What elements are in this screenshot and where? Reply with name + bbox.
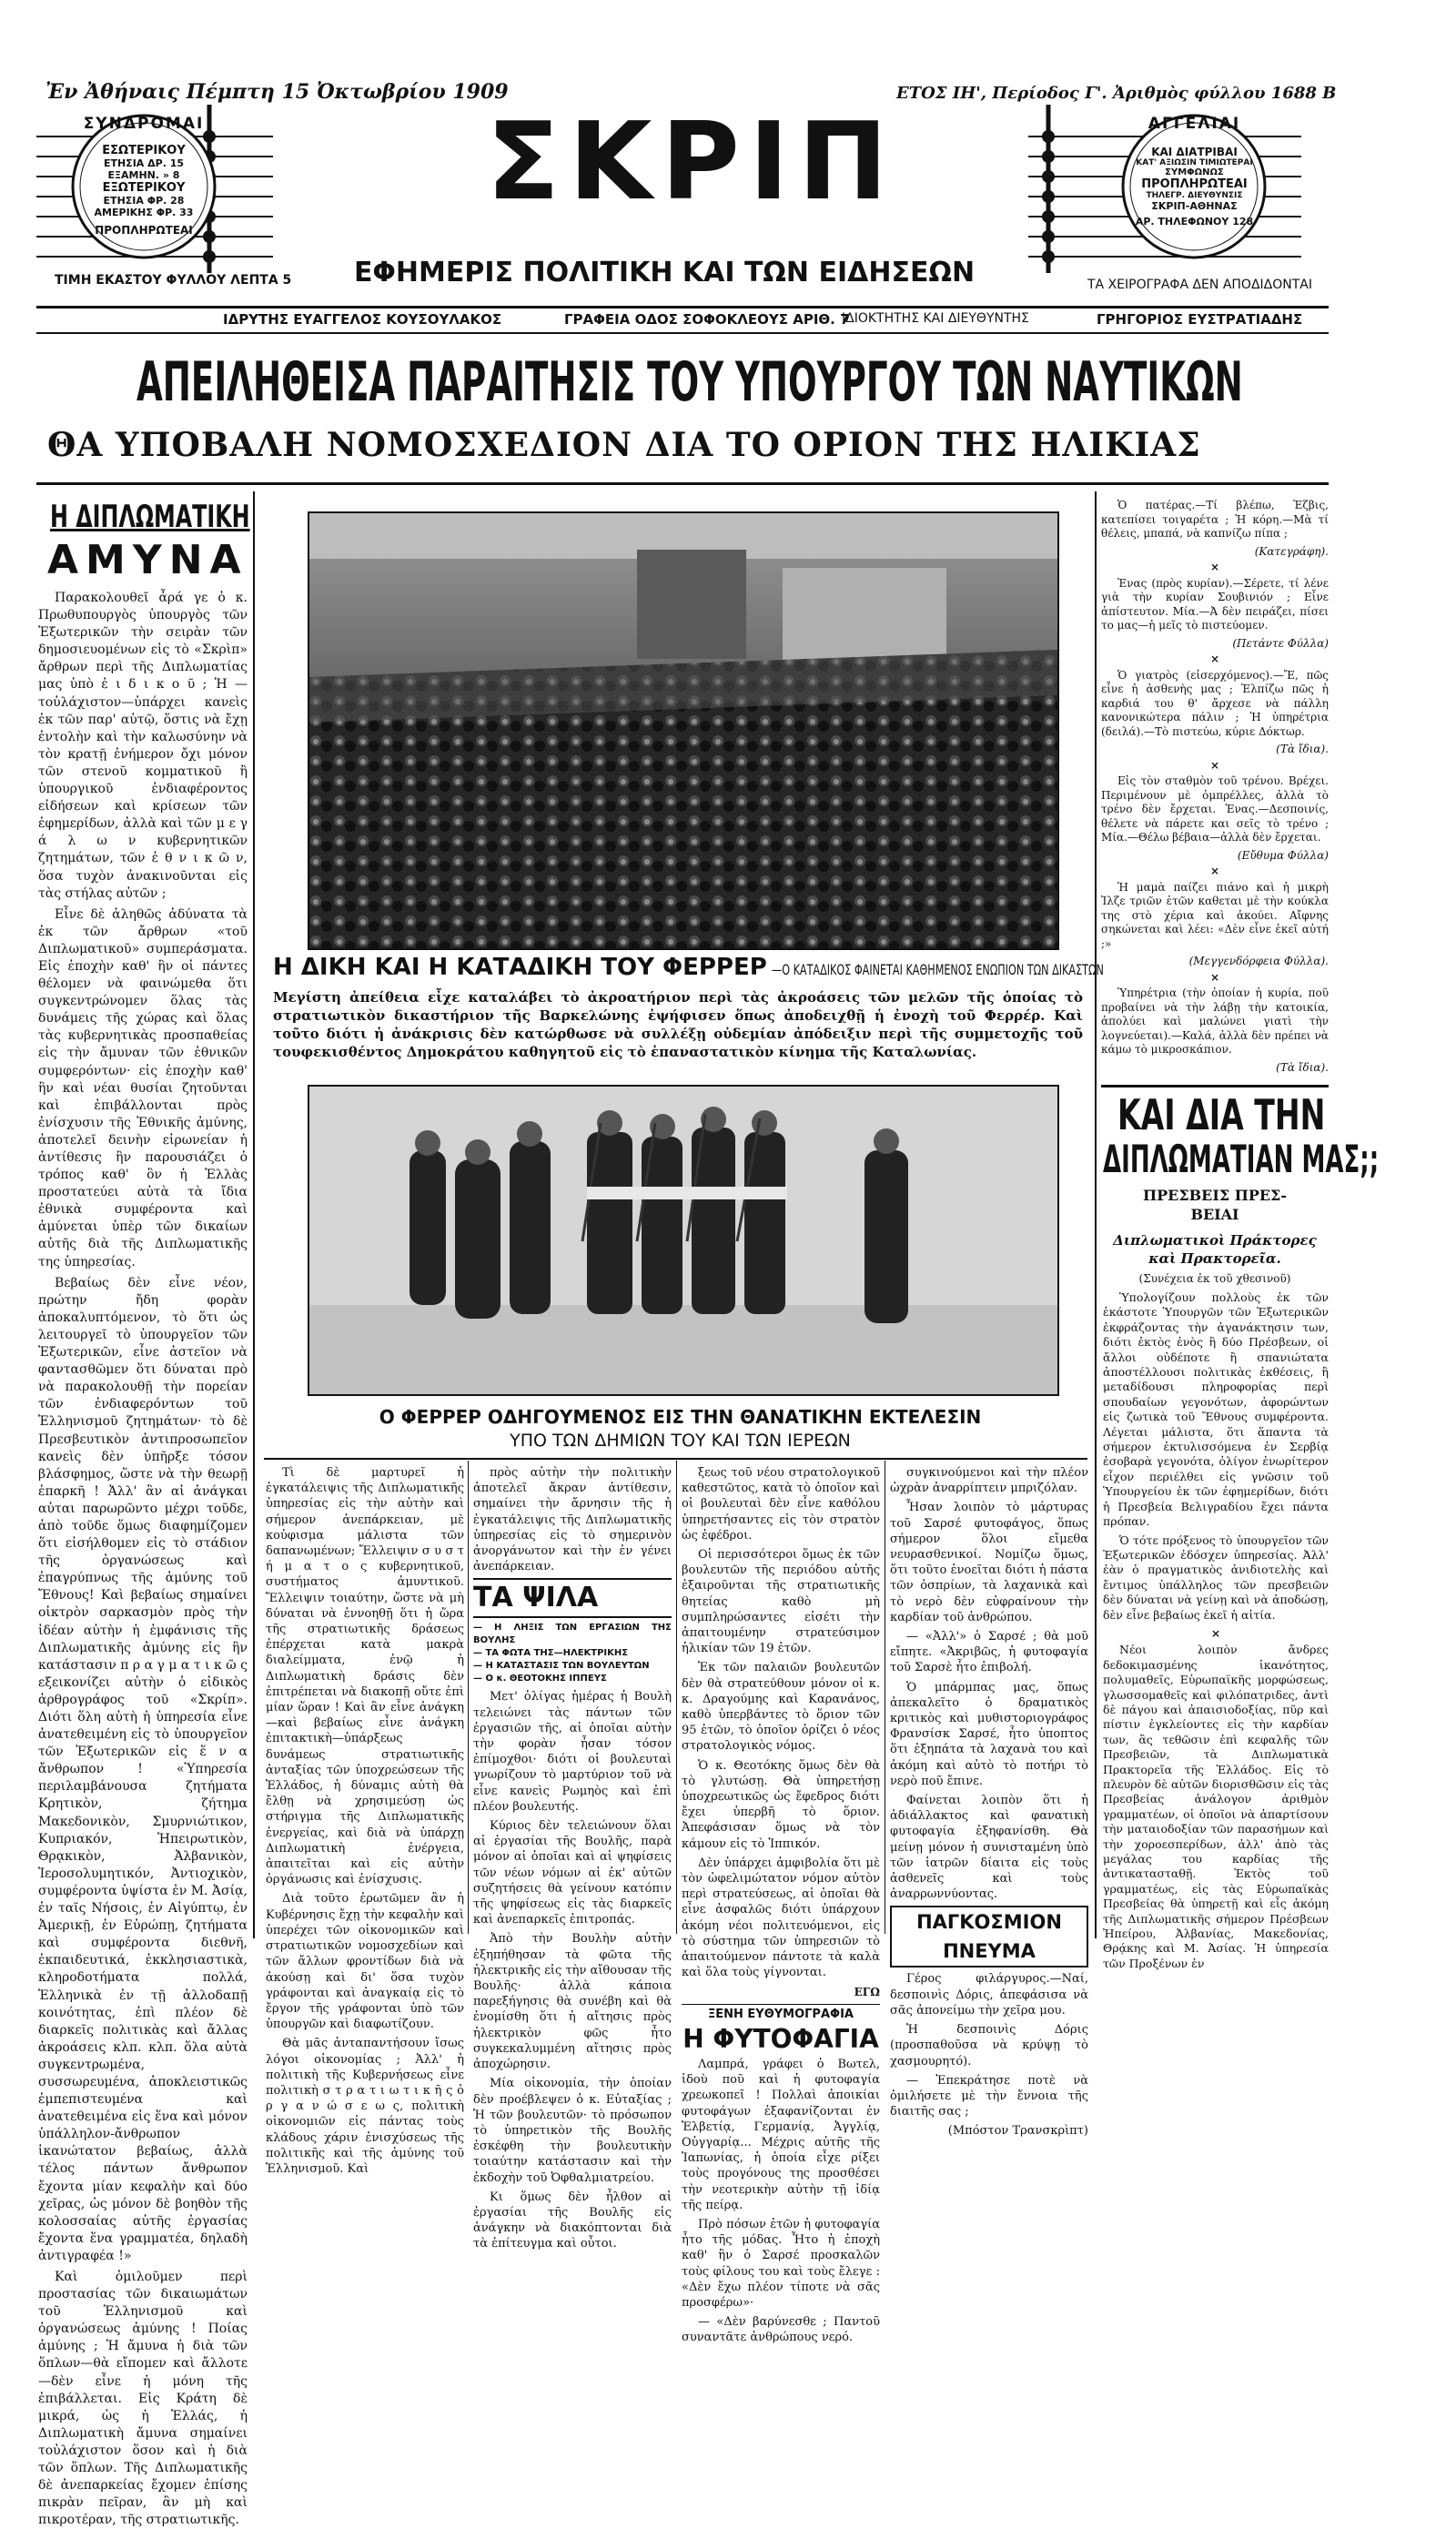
advertisement-line-5: ΤΗΛΕΓΡ. ΔΙΕΥΘΥΝΣΙΣ — [1146, 191, 1243, 200]
newspaper-title: ΣΚΡΙΠ — [486, 98, 897, 224]
joke-separator: × — [1209, 758, 1220, 772]
subscription-annual: ΕΤΗΣΙΑ ΔΡ. 15 — [103, 157, 185, 169]
left-article-paragraph: Παρακολουθεῖ ἆρά γε ὁ κ. Πρωθυπουργὸς ὑπουργὸς τῶν Ἐξωτερικῶν τὴν σειρὰν τῶν δημοσιευομένων εἰς τὸ «Σκρὶπ» ἄρθρων περὶ τῆς Διπλωματίας μας ὑπὸ ἐ ι δ ι κ ο ῦ ; Ἡ —τοὐλάχιστον—ὑπάρχει κανεὶς ἐκ τῶν παρ' αὐτῷ, ὅστις νὰ ἔχῃ ἐντολὴν καὶ τὴν καλωσύνην νὰ τὸν κρατῇ ἐνήμερον ὄχι μόνον τῶν στενοῦ κομματικοῦ ἢ ὑπουργικοῦ ἐνδιαφέροντος εἰδήσεων καὶ κρίσεων τῶν ἐφημερίδων, ἀλλὰ καὶ τῶν μ ε γ ά λ ω ν κυβερνητικῶν ζητημάτων, τῶν ἐ θ ν ι κ ῶ ν, ὅσα τυχὸν ἀνακινοῦνται εἰς τὰς στήλας αὐτῶν ; — [38, 591, 248, 901]
psila-item: — Η ΛΗΞΙΣ ΤΩΝ ΕΡΓΑΣΙΩΝ ΤΗΣ ΒΟΥΛΗΣ — [473, 1623, 672, 1646]
left-article-title-1: Η ΔΙΠΛΩΜΑΤΙΚΗ — [50, 499, 250, 535]
trial-caption-sub: —Ο ΚΑΤΑΔΙΚΟΣ ΦΑΙΝΕΤΑΙ ΚΑΘΗΜΕΝΟΣ ΕΝΩΠΙΟΝ ΤΩΝ ΔΙΚΑΣΤΩΝ — [771, 961, 1104, 978]
joke: Ἐνας (πρὸς κυρίαν).—Σέρετε, τί λένε γιὰ τὴν κυρίαν Σουβινιόν ; Εἶνε ἀπίστευτον. Μία.—Ἀ δὲν πειράζει, πίσει το μας—ἡ μεῖς τὸ πιστεύομεν. — [1101, 576, 1329, 632]
advertisement-line-1: ΚΑΙ ΔΙΑΤΡΙΒΑΙ — [1151, 146, 1238, 158]
column-e-paragraph: συγκινούμενοι καὶ τὴν πλέον ὡχρὰν ἀναρρίπτειν μπριζόλαν. — [890, 1466, 1088, 1496]
offices-label: ΓΡΑΦΕΙΑ ΟΔΟΣ ΣΟΦΟΚΛΕΟΥΣ ΑΡΙΘ. 7 — [564, 311, 850, 328]
subscription-foreign: ΕΞΩΤΕΡΙΚΟΥ — [102, 181, 186, 195]
issue-line: ΕΤΟΣ ΙΗ', Περίοδος Γ'. Ἀριθμὸς φύλλου 1688 Β — [896, 84, 1337, 103]
execution-caption-2: ΥΠΟ ΤΩΝ ΔΗΜΙΩΝ ΤΟΥ ΚΑΙ ΤΩΝ ΙΕΡΕΩΝ — [510, 1431, 851, 1451]
column-b-paragraph: Θὰ μᾶς ἀνταπαντήσουν ἴσως λόγοι οἰκονομίας ; Ἀλλ' ἡ πολιτικὴ τῆς Κυβερνήσεως εἶνε πολιτικὴ σ τ ρ α τ ι ω τ ι κ ῆ ς ὀ ρ γ α ν ώ σ ε ω ς, πολιτικὴ οἰκονομιῶν εἰς πάντας τοὺς κλάδους χάριν ἐνισχύσεως τῆς πολιτικῆς καὶ τῆς ἀμύνης τοῦ Ἑλληνισμοῦ. Καὶ — [266, 2037, 464, 2176]
advertisement-title: ΑΓΓΕΛΙΑΙ — [1148, 115, 1241, 133]
main-headline: ΑΠΕΙΛΗΘΕΙΣΑ ΠΑΡΑΙΤΗΣΙΣ ΤΟΥ ΥΠΟΥΡΓΟΥ ΤΩΝ ΝΑΥΤΙΚΩΝ — [136, 350, 1243, 414]
feature-label: ΞΕΝΗ ΕΥΘΥΜΟΓΡΑΦΙΑ — [682, 2004, 880, 2022]
left-article-body — [38, 590, 248, 2528]
headline-rule — [36, 482, 1329, 485]
column-b-paragraph: Τὶ δὲ μαρτυρεῖ ἡ ἐγκατάλειψις τῆς Διπλωματικῆς ὑπηρεσίας εἰς τὴν αὐτὴν καὶ σήμερον ἀνεπάρκειαν, μὲ κοὐφισμα μάλιστα τῶν δαπανωμένων; Ἔλλειψιν σ υ σ τ ή μ α τ ο ς κυβερνητικοῦ, συστήματος ἀμυντικοῦ. Ἔλλειψιν τοιαύτην, ὥστε νὰ μὴ δύναται νὰ ἐννοηθῇ ὅτι ἡ ὥρα τῆς στρατιωτικῆς δράσεως ἐπέρχεται κατὰ μακρὰ διαλείμματα, ἐνῷ ἡ Διπλωματικὴ δράσις δὲν ἐπιτρέπεται νὰ διακοπῇ οὔτε ἐπὶ μίαν ὥραν ! Καὶ ἂν εἶνε ἀνάγκη—καὶ βεβαίως εἶνε ἀνάγκη ἐπιτακτικὴ—ὑπάρξεως δυνάμεως στρατιωτικῆς ἀνταξίας τῶν ὑποχρεώσεων τῆς Ἑλλάδος, ἡ δύναμις αὐτὴ θὰ ἔλθῃ νὰ χρησιμεύσῃ ὡς στήριγμα τῆς Διπλωματικῆς ἐνεργείας, καὶ διὰ νὰ ὑπάρχῃ Διπλωματικὴ ἐνέργεια, ἀπαιτεῖται καὶ εἰς αὐτὴν ὀργάνωσις καὶ ἐνίσχυσις. — [266, 1466, 464, 1887]
subscription-america: ΑΜΕΡΙΚΗΣ ΦΡ. 33 — [94, 207, 194, 218]
column-c-paragraph: Κι ὅμως δὲν ἦλθον αἱ ἐργασίαι τῆς Βουλῆς εἰς ἀνάγκην νὰ διακόπτονται διὰ τὰ ἐπίτευγμα καὶ οὗτοι. — [473, 2190, 672, 2251]
price-label: ΤΙΜΗ ΕΚΑΣΤΟΥ ΦΥΛΛΟΥ ΛΕΠΤΑ 5 — [55, 273, 292, 288]
psila-item: — ΤΑ ΦΩΤΑ ΤΗΣ—ΗΛΕΚΤΡΙΚΗΣ — [473, 1648, 629, 1659]
column-c-paragraph: Μετ' ὀλίγας ἡμέρας ἡ Βουλὴ τελειώνει τὰς πάντων τῶν ἐργασιῶν τῆς, αἱ ὁποῖαι αὐτὴν τὴν φορὰν ἦσαν τόσον ἐπίμοχθοι· διότι οἱ βουλευταὶ γνωρίζουν τὸ μαρτύριον τοῦ νὰ εἶνε κανεὶς Ρωμηὸς καὶ ἐπὶ πλέον βουλευτής. — [473, 1690, 672, 1814]
column-d-paragraph: Ἐκ τῶν παλαιῶν βουλευτῶν δὲν θὰ στρατεύθουν μόνον οἱ κ. κ. Δραγούμης καὶ Καρανάνος, καθὸ ὑπερβάντες τὸ ὅριον τῶν 95 ἐτῶν, τὸ ὁποῖον ὁρίζει ὁ νέος στρατολογικὸς νόμος. — [682, 1661, 880, 1754]
joke: Εἰς τὸν σταθμὸν τοῦ τρένου. Βρέχει. Περιμένουν μὲ ὀμπρέλλες, ἀλλὰ τὸ τρένο δὲν ἔρχεται. Ἐνας.—Δεσποινίς, θέλετε νὰ πάρετε και σεῖς τὸ τρένο ; Μία.—Θέλω βέβαια—ἀλλὰ δὲν ἔρχεται. — [1101, 774, 1329, 844]
left-article-paragraph: Εἶνε δὲ ἀληθῶς ἀδύνατα τὰ ἐκ τῶν ἄρθρων «τοῦ Διπλωματικοῦ» συμπεράσματα. Εἰς ἐποχὴν καθ' ἣν οἱ πάντες θέλομεν νὰ φαινώμεθα ὅτι συγκεντρώνομεν ὅλας τὰς δυνάμεις τῆς χώρας καὶ ὅλας τὰς κυβερνητικὰς προσπαθείας εἰς τὴν ἄμυναν τῶν ἐθνικῶν συμφερόντων· εἰς ἐποχὴν καθ' ἣν καὶ νέαι θυσίαι ζητοῦνται καὶ ἐπιβάλλονται πρὸς ἐνίσχυσιν τῆς Ἐθνικῆς ἀμύνης, ἀποτελεῖ δεινὴν εἰρωνείαν ἡ ἀντίθεσις ἣν παρουσιάζει ὁ τρόπος καθ' ὃν ἡ Ἑλλὰς προστατεύει αὐτὰ τὰ ἴδια ἐθνικὰ συμφέροντα καὶ ἀμύνεται ὑπὲρ τῶν δικαίων αὐτῆς διὰ τῆς Διπλωματικῆς της ὑπηρεσίας. — [38, 906, 248, 1270]
world-spirit-paragraph: — Ἐπεκράτησε ποτὲ νὰ ὀμιλήσετε μὲ τὴν ἔννοια τῆς διαιτῆς σας ; — [890, 2073, 1088, 2119]
diplomacy-sub-2: ΒΕΙΑΙ — [1190, 1206, 1239, 1223]
owner-name: ΓΡΗΓΟΡΙΟΣ ΕΥΣΤΡΑΤΙΑΔΗΣ — [1097, 311, 1303, 328]
world-spirit-paragraph: Ἡ δεσποινὶς Δόρις (προσπαθοῦσα νὰ κρύψῃ τὸ χασμουρητό). — [890, 2023, 1088, 2069]
column-d-paragraph: Δὲν ὑπάρχει ἀμφιβολία ὅτι μὲ τὸν ὡφελιμώτατον νόμον αὐτὸν περὶ στρατεύσεως, αἱ ὁποῖαι θὰ εἶνε ἀσφαλῶς διότι ὑπάρχουν ἀκόμη νέοι πολιτευόμενοι, εἰς τὸ σύστημα τῶν ὑπηρεσιῶν τὸ ἀπαιτούμενον πάντοτε τὰ καλὰ καὶ ὅλα τοὺς γίγνονται. — [682, 1856, 880, 1980]
joke-source: (Κατεγράφη). — [1254, 544, 1329, 558]
column-d-paragraph: Ὁ κ. Θεοτόκης ὅμως δὲν θὰ τὸ γλυτώσῃ. Θὰ ὑπηρετήσῃ ὑποχρεωτικῶς ὡς ἔφεδρος διότι ἔχει ὑπερβῆ τὸ ὅριον. Ἀπεφάσισαν ὅμως νὰ τὸν κάμουν εἰς τὸ Ἱππικόν. — [682, 1758, 880, 1851]
psila-title: ΤΑ ΨΙΛΑ — [473, 1578, 672, 1618]
diplomacy-heading-2: ΔΙΠΛΩΜΑΤΙΑΝ ΜΑΣ;; — [1103, 1137, 1380, 1181]
diplomacy-paragraph: Νέοι λοιπὸν ἄνδρες δεδοκιμασμένης ἱκανότητος, πολυμαθεῖς, Εὐρωπαϊκῆς μορφώσεως, γλωσσομαθεῖς καὶ φιλόπατριδες, ἀντὶ δὲ πάγου καὶ ἀπαισιοδοξίας, πῦρ καὶ πίστιν ἐγκλείοντες εἰς τὴν καρδίαν των, ἂς τεθῶσιν ἐπὶ κεφαλῆς τῶν Πρεσβειῶν, τὰ Διπλωματικὰ Πρακτορεῖα τῆς Ἑλλάδος. Εἰς τὸ πλευρὸν δὲ αὐτῶν διορισθῶσιν εἰς τὰς Πρεσβείας ἀνάλογον ἀριθμὸν γραμματέων, οἱ ὁποῖοι νὰ ἀπαρτίσουν τὴν ματαιοδοξίαν τῶν παρασήμων καὶ τὴν χοροεσπερίδων, ἀλλ' ἀπὸ τὰς μεγάλας του καρδίας τῆς ἀντικατασταθῇ. Ἐκτὸς τοῦ γραμματέως, εἰς τὰς Εὐρωπαϊκὰς Πρεσβείας θὰ ὑπηρετῇ καὶ εἷς ἀκόμη τῆς Διπλωματικῆς σήμερον Πρέσβεων Ἠπείρου, Ἀλβανίας, Μακεδονίας, Θρᾴκης καὶ Μ. Ἀσίας. Ἡ ὑπηρεσία τῶν Προξένων ἐν — [1103, 1643, 1329, 1970]
manuscripts-label: ΤΑ ΧΕΙΡΟΓΡΑΦΑ ΔΕΝ ΑΠΟΔΙΔΟΝΤΑΙ — [1087, 278, 1312, 292]
column-e — [890, 1465, 1088, 2139]
trial-photo — [308, 511, 1059, 950]
joke-source: (Εὔθυμα Φύλλα) — [1237, 848, 1329, 862]
column-c-intro: πρὸς αὐτὴν τὴν πολιτικὴν ἀποτελεῖ ἄκραν ἀντίθεσιν, σημαίνει τὴν ἄρνησιν τῆς ἡ ἐγκατάλειψις τῆς Διπλωματικῆς ὑπηρεσίας εἰς τὸ σημερινὸν ἀνοργάνωτον καὶ τὴν ἐν γένει ἀνεπάρκειαν. — [473, 1466, 672, 1574]
joke: Ἡ μαμὰ παίζει πιάνο καὶ ἡ μικρὴ Ἰλζε τριῶν ἐτῶν καθεται μὲ τὴν κούκλα της στὸ χέρια καὶ ἀκούει. Αἴφνης σηκώνεται καὶ λέει: «Δὲν εἶνε ἐκεῖ αὐτή ;» — [1101, 880, 1329, 950]
diplomacy-paragraph: Ὁ τότε πρόξενος τὸ ὑπουργεῖον τῶν Ἐξωτερικῶν ἐδόσχεν ὑπηρεσίας. Ἀλλ' ἐὰν ὁ πραγματικὸς ἀνιδιοτελὴς καὶ ἔντιμος ὑπάλληλος τῶν πρεσβειῶν δὲν δύναται νὰ γείνῃ καὶ νὰ ἀποδώσῃ, δὲν εἶνε βεβαίως ἐκεῖ ἡ αἰτία. — [1103, 1533, 1329, 1622]
column-rule-c — [676, 1461, 677, 1934]
execution-photo — [308, 1085, 1059, 1396]
joke-source: (Πετάντε Φύλλα) — [1232, 636, 1329, 650]
newspaper-subtitle: ΕΦΗΜΕΡΙΣ ΠΟΛΙΤΙΚΗ ΚΑΙ ΤΩΝ ΕΙΔΗΣΕΩΝ — [353, 257, 976, 288]
right-column-rule — [1101, 1085, 1329, 1087]
execution-caption-1: Ο ΦΕΡΡΕΡ ΟΔΗΓΟΥΜΕΝΟΣ ΕΙΣ ΤΗΝ ΘΑΝΑΤΙΚΗΝ ΕΚΤΕΛΕΣΙΝ — [379, 1406, 982, 1428]
diplomacy-paragraph: Ὑπολογίζουν πολλοὺς ἐκ τῶν ἑκάστοτε Ὑπουργῶν τῶν Ἐξωτερικῶν ἐκφράζοντας τὴν ἀγανάκτησιν των, διότι ἐκτὸς ἐνὸς ἢ δύο Πρέσβεων, οἱ ἄλλοι οὐδέποτε ἢ σπανιώτατα ἀποστέλλουσι πολιτικὰς ἐκθέσεις, ἢ μεταδίδουσι πληροφορίας περὶ σπουδαίων γεγονότων, ἀφορώντων εἰς ζωτικὰ τοῦ Ἔθνους συμφέροντα. Λέγεται μάλιστα, ὅτι ἅπαντα τὰ σήμερον ἐκτυλισσόμενα ἐν Σερβίᾳ ἐσοβαρὰ γεγονότα, ὀλίγον ἐνωρίτερον εἶχον περιέλθει εἰς γνῶσιν τοῦ Ὑπουργείου ἐκ τῶν ἐφημερίδων, διότι ἡ Πρεσβεία Βελιγραδίου ἔχει πάντα πρόπαν. — [1103, 1290, 1329, 1529]
trial-caption-main: Η ΔΙΚΗ ΚΑΙ Η ΚΑΤΑΔΙΚΗ ΤΟΥ ΦΕΡΡΕΡ — [273, 954, 767, 981]
left-article-title-2: ΑΜΥΝΑ — [47, 537, 248, 583]
world-spirit-source: (Μπόστον Τρανσκρὶπτ) — [947, 2124, 1088, 2139]
feature-paragraph: Λαμπρά, γράφει ὁ Βωτελ, ἰδοὺ ποῦ καὶ ἡ φυτοφαγία χρεωκοπεῖ ! Πολλαὶ ἀποικίαι φυτοφάγων ἐξαφανίζονται ἐν Ἑλβετίᾳ, Γερμανίᾳ, Ἀγγλίᾳ, Οὐγγαρίᾳ... Μέχρις αὐτῆς τῆς Ἰαπωνίας, ἡ ὁποία εἶχε ρίξει τοὺς προγόνους της προσθέσει τὴν νεοτερικὴν αὐτὴν τῇ ἰδίᾳ τῆς πείρᾳ. — [682, 2057, 880, 2212]
world-spirit-paragraph: Γέρος φιλάργυρος.—Ναί, δεσποινὶς Δόρις, ἀπεφάσισα νὰ σᾶς ἀπονείμω τὴν χεῖρα μου. — [890, 1972, 1088, 2018]
psila-item: — Η ΚΑΤΑΣΤΑΣΙΣ ΤΩΝ ΒΟΥΛΕΥΤΩΝ — [473, 1661, 650, 1672]
column-b — [266, 1465, 464, 2176]
psila-item: — Ο κ. ΘΕΟΤΟΚΗΣ ΙΠΠΕΥΣ — [473, 1674, 607, 1684]
diplomacy-sub-4: καὶ Πρακτορεῖα. — [1148, 1250, 1281, 1267]
diplomacy-sub-1: ΠΡΕΣΒΕΙΣ ΠΡΕΣ- — [1142, 1187, 1288, 1204]
column-c-paragraph: Κύριος δὲν τελειώνουν ὅλαι αἱ ἐργασίαι τῆς Βουλῆς, παρὰ μόνον αἱ ὁποῖαι καὶ αἱ ψηφίσεις τῶν νέων νόμων αἱ ἐκ' αὐτῶν συζητήσεις θὰ γείνουν κατόπιν τῆς ψηφίσεως εἰς τὰς διαρκεῖς καὶ ἀνεπαρκεῖς ἐπιτροπάς. — [473, 1819, 672, 1927]
column-e-paragraph: — «Ἀλλ'» ὁ Σαρσέ ; θὰ μοῦ εἴπητε. «Ἀκριβῶς, ἡ φυτοφαγία τοῦ Σαρσὲ ἦτο ἐπιβολή. — [890, 1630, 1088, 1675]
execution-rule — [264, 1458, 1087, 1460]
column-rule-right — [1095, 491, 1097, 1938]
advertisement-phone: ΑΡ. ΤΗΛΕΦΩΝΟΥ 128 — [1135, 216, 1254, 228]
column-d-paragraph: Οἱ περισσότεροι ὅμως ἐκ τῶν βουλευτῶν τῆς περιόδου αὐτῆς ἐξαιροῦνται τῆς στρατιωτικῆς θητείας καθὸ μὴ συμπληρώσαντες εἰσέτι τὴν ἀπαιτουμένην στρατεύσιμον ἡλικίαν τῶν 19 ἐτῶν. — [682, 1548, 880, 1656]
column-e-paragraph: Ἦσαν λοιπὸν τὸ μάρτυρας τοῦ Σαρσέ φυτοφάγος, ὅπως σήμερον ὅλοι εἴμεθα νευρασθενικοί. Νομίζω ὅμως, ὅτι τοῦτο ἐνοεῖται διότι ἡ πάστα τῶν ὀσπρίων, τὰ λαχανικὰ καὶ τὸ νερὸ δὲν εὐφραίνουν τὴν καρδίαν τοῦ ἀνθρώπου. — [890, 1501, 1088, 1624]
column-e-paragraph: Φαίνεται λοιπὸν ὅτι ἡ ἀδιάλλακτος καὶ φανατικὴ φυτοφαγία ἐξηφανίσθη. Θὰ μείνῃ μόνον ἡ συνισταμένη ὑπὸ τῶν ἰατρῶν δίαιτα εἰς τοὺς ἀσθενεῖς καὶ τοὺς ἀναρρωννύοντας. — [890, 1794, 1088, 1902]
diplomacy-body — [1103, 1290, 1329, 1970]
column-e-paragraph: Ὁ μπάρμπας μας, ὅπως ἀπεκαλεῖτο ὁ δραματικὸς κριτικὸς καὶ μυθιστοριογράφος Φρανσίσκ Σαρσέ, ἦτο ὑποπτος ὅτι ἐξηπάτα τὰ λαχανὰ του καὶ ἀκόμη καὶ αὐτὸ τὸ ποτήρι τὸ νερὸ ποῦ ἔπινε. — [890, 1680, 1088, 1788]
subscription-title: ΣΥΝΔΡΟΜΑΙ — [83, 115, 205, 133]
diplomacy-separator: × — [1210, 1625, 1221, 1640]
subscription-domestic: ΕΣΩΤΕΡΙΚΟΥ — [102, 144, 186, 157]
advertisement-line-6: ΣΚΡΙΠ-ΑΘΗΝΑΣ — [1151, 200, 1238, 212]
column-d-paragraph: ξεως τοῦ νέου στρατολογικοῦ καθεστῶτος, κατὰ τὸ ὁποῖον καὶ οἱ βουλευταὶ δὲν εἶνε καθόλου ὑπηρετήσαντες εἰς τὸν στρατὸν ὡς ἐφέδροι. — [682, 1466, 880, 1543]
right-column-jokes — [1101, 499, 1329, 1081]
feature-title: Η ΦΥΤΟΦΑΓΙΑ — [682, 2023, 879, 2054]
founder-label: ΙΔΡΥΤΗΣ ΕΥΑΓΓΕΛΟΣ ΚΟΥΣΟΥΛΑΚΟΣ — [223, 311, 502, 328]
column-d-signature: ΕΓΩ — [854, 1985, 880, 1998]
joke: Ὁ γιατρὸς (εἰσερχόμενος).—Ἔ, πῶς εἶνε ἡ ἀσθενὴς μας ; Ἐλπίζω πῶς ἡ καρδιά του θ' ἄρχεσε νὰ πάλλη κανονικώτερα πάλιν ; Ἡ ὑπηρέτρια (δειλά).—Τὸ πιστεύω, κύριε Δόκτωρ. — [1101, 668, 1329, 738]
advertisement-emblem — [1028, 100, 1301, 273]
joke-source: (Μεγγενδόρφεια Φύλλα). — [1188, 955, 1329, 967]
column-c-paragraph: Μία οἰκονομία, τὴν ὁποίαν δὲν προέβλεψεν ὁ κ. Εὐταξίας ; Ἡ τῶν βουλευτῶν· τὸ πρόσωπον τὸ ὑπηρετικὸν τῆς Βουλῆς ἐσκέφθη τὴν βουλευτικὴν τοιαύτην κατάστασιν καὶ τὴν ἐκδοχὴν τοῦ Ὀφθαλμιατρείου. — [473, 2077, 672, 2185]
feature-paragraph: — «Δὲν βαρύνεσθε ; Παντοῦ συναντᾶτε ἀνθρώπους νερό. — [682, 2315, 880, 2345]
column-c-paragraph: Ἀπὸ τὴν Βουλὴν αὐτὴν ἐξηπήθησαν τὰ φῶτα τῆς ἠλεκτρικῆς εἰς τὴν αἴθουσαν τῆς Βουλῆς· ἀλλὰ κάποια παρεξήγησις θὰ συνέβη καὶ θὰ ἐνομίσθη ὅτι ἡ αἴτησις πρὸς ἠλεκτρικὸν φῶς ἦτο συγκεκαλυμμένη αἴτησις πρὸς ἀποχώρησιν. — [473, 1932, 672, 2072]
feature-paragraph: Πρὸ πόσων ἐτῶν ἡ φυτοφαγία ἦτο τῆς μόδας. Ἦτο ἡ ἐποχὴ καθ' ἣν ὁ Σαρσέ προσκαλῶν τοὺς φίλους του καὶ τοὺς ἔλεγε : «Δὲν ἔχω πλέον τίποτε νὰ σᾶς προσφέρω»· — [682, 2217, 880, 2310]
joke: Ὑπηρέτρια (τὴν ὁποίαν ἡ κυρία, ποῦ προβαίνει νὰ τὴν λάβῃ τὴν κατοικία, ἀπολύει καὶ μαλώνει γιατὶ τὴν λογνεύεται).—Καλά, ἀλλὰ δὲν πρέπει νὰ κάμω τὸ μικροσκάπιον. — [1101, 986, 1329, 1056]
advertisement-line-2: ΚΑΤ' ΑΞΙΩΣΙΝ ΤΙΜΙΩΤΕΡΑΙ — [1136, 158, 1253, 167]
left-article-paragraph: Καὶ ὁμιλοῦμεν περὶ προστασίας τῶν δικαιωμάτων τοῦ Ἑλληνισμοῦ καὶ ὀργανώσεως ἀμύνης ! Ποίας ἀμύνης ; Ἡ ἄμυνα ἡ διὰ τῶν ὅπλων—θὰ εἴπομεν καὶ ἄλλοτε—δὲν εἶνε ἡ μόνη τῆς ἐπιβάλλεται. Εἰς Κράτη δὲ μικρά, ὡς ἡ Ἑλλάς, ἡ Διπλωματικὴ ἄμυνα σημαίνει τοὐλάχιστον ὅσον καὶ ἡ διὰ τῶν ὅπλων. Τῆς Διπλωματικῆς δὲ ἀνεπαρκείας ἔχομεν ἐπίσης πικρὰν πεῖραν, ἂν μὴ καὶ πικροτέραν, τῆς στρατιωτικῆς. — [38, 2270, 248, 2528]
joke: Ὁ πατέρας.—Τί βλέπω, Ἐζβις, κατεπίσει τοιγαρέτα ; Ἡ κόρη.—Μὰ τί θέλεις, μπαπά, νὰ καπνίζω πίπα ; — [1101, 499, 1329, 540]
subscription-emblem — [36, 100, 273, 273]
trial-caption — [273, 954, 1104, 981]
joke-separator: × — [1209, 865, 1220, 877]
trial-text: Μεγίστη ἀπείθεια εἶχε καταλάβει τὸ ἀκροατήριον περὶ τὰς ἀκροάσεις τῶν μελῶν τῆς ὁποίας τὸ στρατιωτικὸν δικαστήριον τῆς Βαρκελώνης ἐψήφισεν ὅπως ἀποδειχθῇ ἡ ἐνοχὴ τοῦ Φερρέρ. Καὶ τοῦτο διότι ἡ ἀνάκρισις δὲν κατώρθωσε νὰ συλλέξῃ οὐδεμίαν ἀπόδειξιν περὶ τῆς συμμετοχῆς τοῦ τουφεκισθέντος Δημοκράτου καθηγητοῦ εἰς τὸ ἐπαναστατικὸν κίνημα τῆς Καταλωνίας. — [273, 989, 1083, 1060]
diplomacy-continued: (Συνέχεια ἐκ τοῦ χθεσινοῦ) — [1138, 1272, 1291, 1285]
joke-separator: × — [1209, 970, 1220, 984]
subscription-prepaid: ΠΡΟΠΛΗΡΩΤΕΑΙ — [95, 224, 193, 237]
joke-separator: × — [1209, 561, 1220, 573]
diplomacy-heading-1: ΚΑΙ ΔΙΑ ΤΗΝ — [1117, 1090, 1326, 1139]
column-rule-left — [253, 491, 255, 1938]
masthead-rule — [36, 306, 1329, 309]
date-line: Ἐν Ἀθήναις Πέμπτη 15 Ὀκτωβρίου 1909 — [46, 80, 509, 104]
sub-headline: ΘΑ ΥΠΟΒΑΛΗ ΝΟΜΟΣΧΕΔΙΟΝ ΔΙΑ ΤΟ ΟΡΙΟΝ ΤΗΣ ΗΛΙΚΙΑΣ — [47, 426, 1201, 464]
world-spirit-title: ΠΑΓΚΟΣΜΙΟΝ ΠΝΕΥΜΑ — [890, 1906, 1088, 1968]
column-b-paragraph: Διὰ τοῦτο ἐρωτῶμεν ἂν ἡ Κυβέρνησις ἔχῃ τὴν κεφαλὴν καὶ ὑπερέχει τῶν οἰκονομικῶν καὶ στρατιωτικῶν νομοσχεδίων καὶ τῶν ἄλλων φροντίδων διὰ νὰ ἀκούσῃ καὶ δι' ὅσα τυχὸν γράφονται καὶ ἀναγκαίᾳ εἰς τὸ ἔργον τῆς γράφονται ὑπὸ τῶν ὑπουργῶν καὶ διαφωτίζουν. — [266, 1892, 464, 2032]
advertisement-line-4: ΠΡΟΠΛΗΡΩΤΕΑΙ — [1141, 177, 1248, 191]
column-c — [473, 1465, 672, 2251]
owner-label: ΙΔΙΟΚΤΗΤΗΣ ΚΑΙ ΔΙΕΥΘΥΝΤΗΣ — [842, 311, 1029, 326]
left-article-paragraph: Βεβαίως δὲν εἶνε νέον, πρώτην ἤδη φορὰν ἀποκαλυπτόμενον, τὸ ὅτι ὡς λειτουργεῖ τὸ ὑπουργεῖον τῶν Ἐξωτερικῶν, εἶνε ἀστεῖον νὰ φαντασθῶμεν ὅτι δύναται πρὸ νὰ παρακολουθῇ τὴν πορείαν τῶν ἐνδιαφερόντων τοῦ Ἑλληνισμοῦ ζητημάτων· τὸ δὲ Πρεσβευτικὸν ἀντιπροσωπεῖον κανεὶς δὲν ὑπῆρξε τόσον βλάσφημος, ὥστε νὰ τὴν θεωρῇ ἐπαρκῆ ! Ἀλλ' ἂν αἱ ἀνάγκαι αὐται παρωρῶντο μέχρι τοῦδε, ἀπὸ τοῦδε ὅμως διαφημίζομεν ὅτι εἰσήλθομεν εἰς τὸ στάδιον τῆς ὀργανώσεως καὶ ἐπαγρύπνως τῆς ἀμύνης τοῦ Ἔθνους! Καὶ βεβαίως σημαίνει οἰκτρὸν σαρκασμὸν πρὸς τὴν ἰδέαν αὐτὴν ἡ ἐμφάνισις τῆς Διπλωματικῆς ἀμύνης εἰς ἣν κατάστασιν π ρ α γ μ α τ ι κ ῶ ς εξεικονίζει αὐτὴν ὁ εἰδικὸς ἀρθρογράφος τοῦ «Σκρίπ». Διότι ὅλη αὐτὴ ἡ ὑπηρεσία εἶνε ἀνατεθειμένη εἰς τὸ ὑπουργεῖον τῶν Ἐξωτερικῶν εἰς ἕ ν α ἄνθρωπον ! «Ὑπηρεσία περιλαμβάνουσα ζητήματα Κρητικὸν, ζήτημα Μακεδονικὸν, Σμυρνιώτικον, Κυπριακόν, Ἠπειρωτικὸν, Θρᾳκικὸν, Ἀλβανικὸν, Ἱεροσολυμητικόν, Ἀντιοχικὸν, συμφέροντα ὑψίστα ἐν Μ. Ἀσίᾳ, ἐν ταῖς Νήσοις, ἐν Αἰγύπτῳ, ἐν Ἀμερικῇ, ἐν Εὐρώπῃ, ζητήματα καὶ συμφέροντα διεθνῆ, ἐκπαιδευτικά, ἐκκλησιαστικὰ, κληροδοτήματα πολλά, Ἑλληνικὰ ἐν τῇ ἀλλοδαπῇ κοινότητας, ἐπὶ πλέον δὲ διαρκεῖς πολιτικὰς καὶ ἄλλας ἀκροάσεις κλπ. κλπ. ὅλα αὐτὰ συγκεντρωμένα, συσσωρευμένα, ἀποκλειστικῶς ἐμπεπιστευμένα καὶ ἀνατεθειμένα εἰς ἕνα καὶ μόνον ὑπάλληλον-ἄνθρωπον ἱκανώτατον βεβαίως, ἀλλὰ τέλος πάντων ἄνθρωπον ἔχοντα μίαν κεφαλὴν καὶ δύο χεῖρας, ὡς μόνον δὲ βοηθὸν τῆς κολοσσαίας αὐτῆς ἐργασίας ἔχοντα ἕνα γραμματέα, δηλαδὴ ἀντιγραφέα !» — [38, 1275, 248, 2263]
diplomacy-sub-3: Διπλωματικοὶ Πράκτορες — [1113, 1232, 1317, 1249]
advertisement-line-3: ΣΥΜΦΩΝΩΣ — [1165, 167, 1224, 177]
joke-source: (Τὰ ἴδια). — [1276, 1060, 1329, 1074]
subscription-semiannual: ΕΞΑΜΗΝ. » 8 — [107, 169, 180, 181]
subscription-foreign-annual: ΕΤΗΣΙΑ ΦΡ. 28 — [103, 195, 185, 207]
joke-source: (Τὰ ἴδια). — [1276, 743, 1329, 755]
column-rule-b — [468, 1461, 469, 1934]
joke-separator: × — [1209, 652, 1220, 665]
column-d — [682, 1465, 880, 2345]
masthead-rule-2 — [36, 332, 1329, 334]
